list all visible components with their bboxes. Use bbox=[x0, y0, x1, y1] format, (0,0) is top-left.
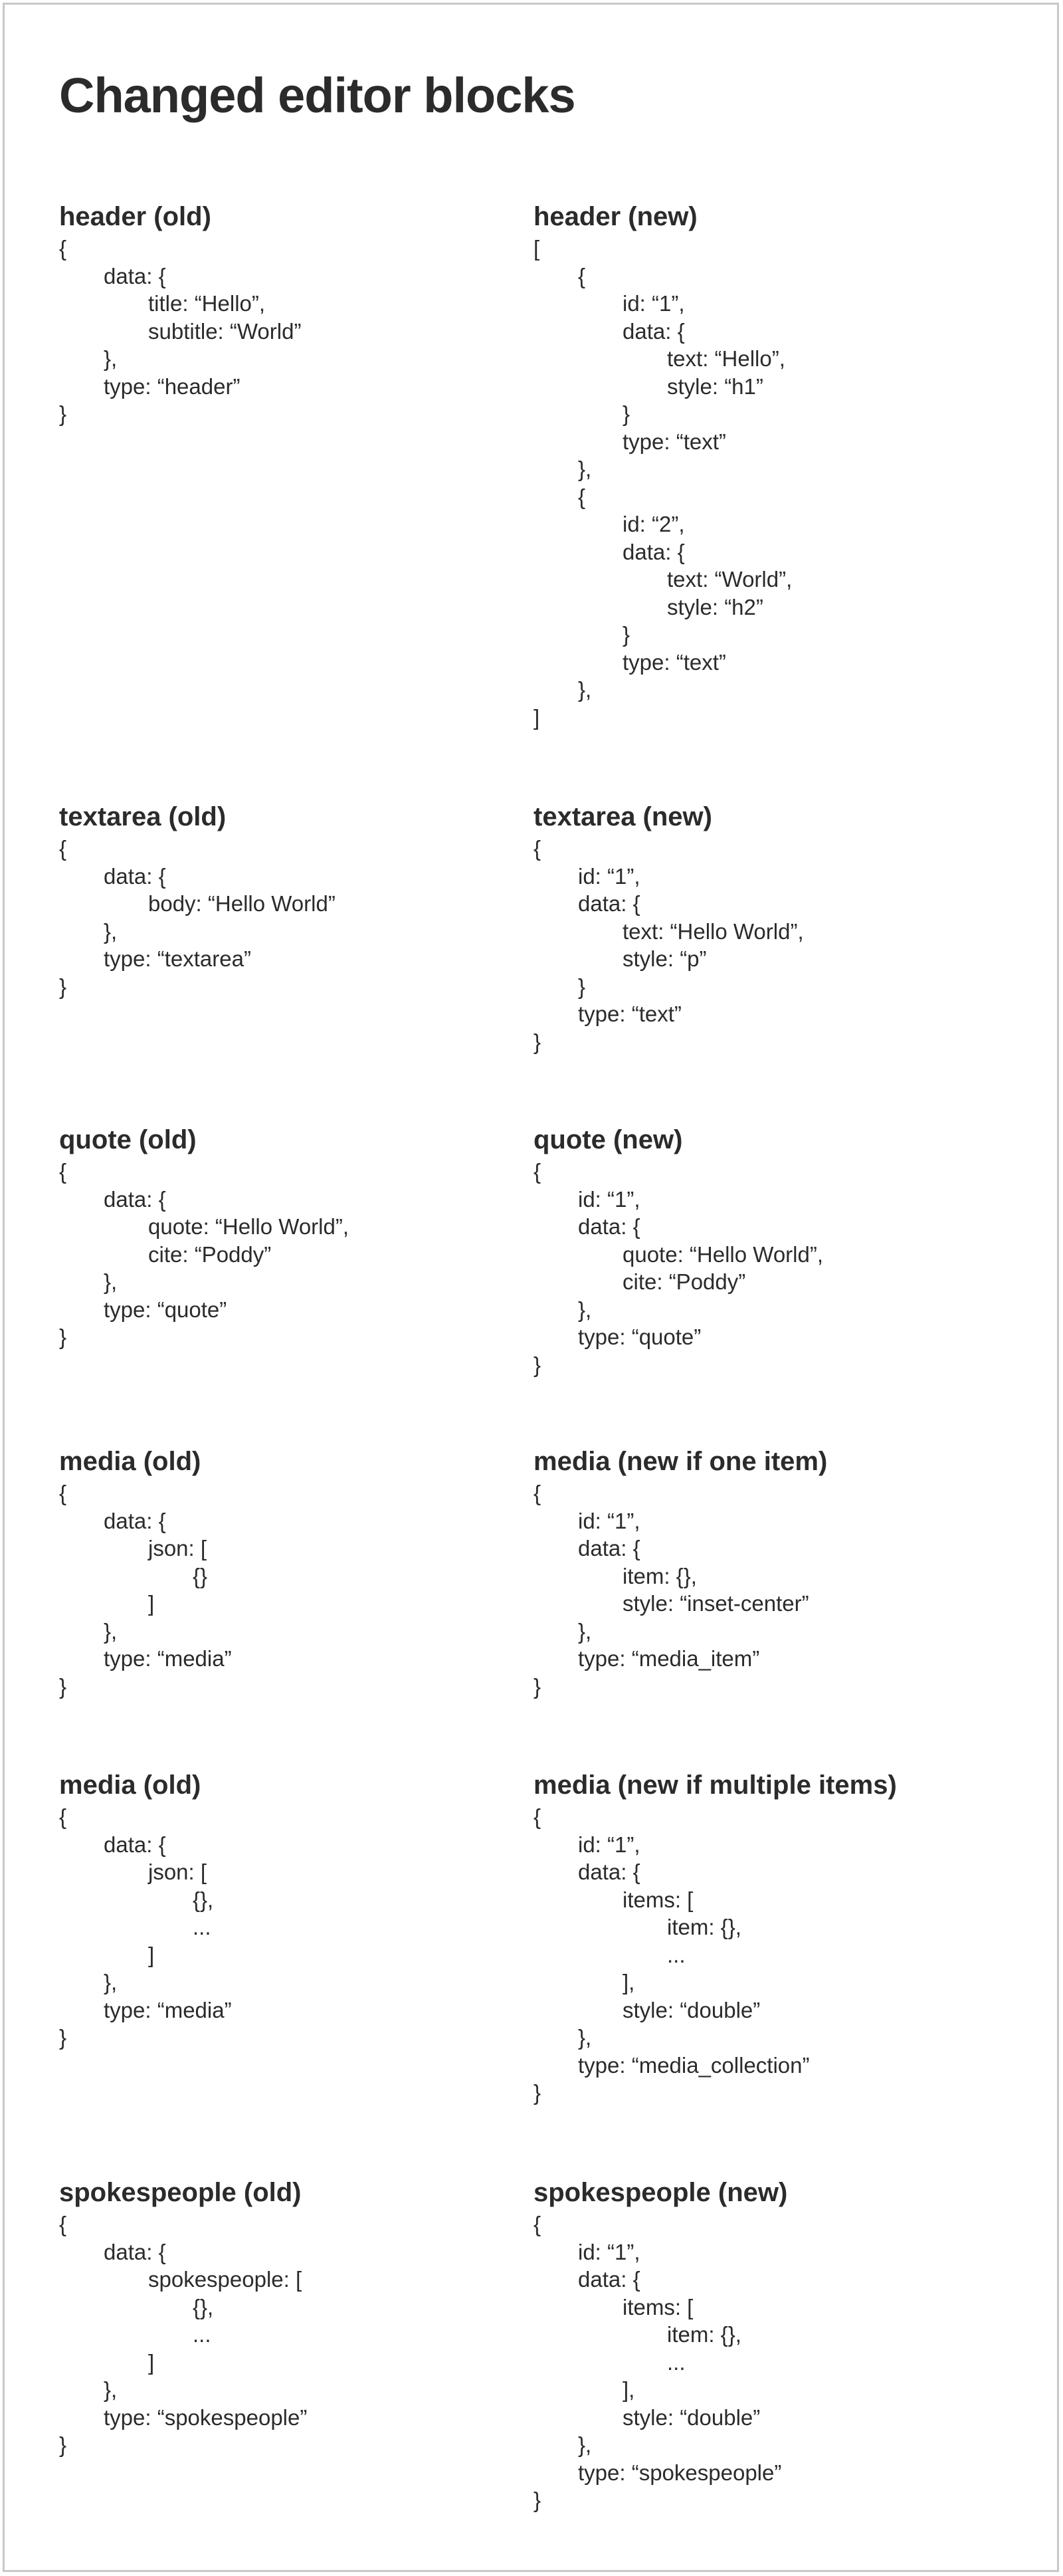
block-textarea-new bbox=[533, 799, 1025, 1055]
code-line: }, bbox=[104, 918, 118, 944]
code-line: ] bbox=[148, 1942, 155, 1967]
code-line: quote: “Hello World”, bbox=[623, 1241, 824, 1267]
code-line: data: { bbox=[104, 863, 166, 889]
block-heading: media (old) bbox=[59, 1447, 201, 1476]
code-line: type: “text” bbox=[578, 1002, 682, 1026]
code-line: } bbox=[533, 1029, 541, 1054]
code-sample bbox=[533, 1158, 1025, 1378]
code-sample bbox=[59, 835, 484, 1000]
code-line: items: [ bbox=[623, 1887, 694, 1912]
code-line: }, bbox=[104, 1970, 118, 1994]
code-line: text: “Hello”, bbox=[667, 346, 785, 371]
block-header-new bbox=[533, 199, 1025, 731]
code-sample bbox=[533, 1479, 1025, 1700]
code-line: } bbox=[623, 622, 630, 647]
code-line: id: “1”, bbox=[578, 2239, 640, 2264]
code-line: data: { bbox=[578, 1214, 640, 1239]
block-media-new-one bbox=[533, 1444, 1025, 1700]
block-spokespeople-old bbox=[59, 2175, 484, 2459]
code-line: cite: “Poddy” bbox=[148, 1241, 272, 1267]
code-sample bbox=[533, 235, 1025, 731]
code-line: {}, bbox=[193, 1887, 214, 1912]
code-line: ... bbox=[667, 2349, 686, 2375]
code-line: }, bbox=[578, 2432, 592, 2457]
block-heading: textarea (new) bbox=[533, 802, 712, 831]
code-line: data: { bbox=[623, 318, 685, 344]
code-line: } bbox=[59, 2025, 67, 2050]
code-line: data: { bbox=[104, 1832, 166, 1857]
code-sample bbox=[59, 1479, 484, 1700]
block-heading: quote (old) bbox=[59, 1125, 197, 1154]
code-line: type: “spokespeople” bbox=[104, 2405, 308, 2430]
code-line: type: “media_collection” bbox=[578, 2052, 810, 2078]
code-line: style: “p” bbox=[623, 946, 707, 971]
code-line: ... bbox=[193, 2322, 211, 2347]
code-line: { bbox=[533, 1159, 541, 1184]
code-line: { bbox=[578, 484, 586, 509]
code-sample bbox=[59, 235, 484, 428]
code-line: style: “double” bbox=[623, 2405, 761, 2430]
code-line: ... bbox=[193, 1915, 211, 1939]
code-line: data: { bbox=[623, 539, 685, 564]
code-line: style: “inset-center” bbox=[623, 1591, 809, 1616]
block-media-new-multiple bbox=[533, 1767, 1025, 2107]
code-line: type: “media_item” bbox=[578, 1646, 760, 1671]
code-line: data: { bbox=[104, 1508, 166, 1533]
code-line: }, bbox=[578, 677, 592, 702]
code-line: type: “media” bbox=[104, 1997, 232, 2022]
code-line: } bbox=[533, 1673, 541, 1699]
code-line: json: [ bbox=[148, 1860, 207, 1884]
code-line: }, bbox=[104, 1618, 118, 1644]
page-title: Changed editor blocks bbox=[59, 68, 575, 123]
code-line: data: { bbox=[104, 2239, 166, 2264]
code-line: { bbox=[533, 1804, 541, 1829]
code-line: ] bbox=[148, 1591, 155, 1616]
block-textarea-old bbox=[59, 799, 484, 1000]
code-line: ... bbox=[667, 1942, 686, 1967]
code-line: { bbox=[578, 263, 586, 288]
block-heading: header (new) bbox=[533, 202, 698, 231]
code-line: { bbox=[59, 1159, 67, 1184]
code-line: data: { bbox=[578, 891, 640, 916]
code-line: } bbox=[578, 974, 586, 999]
code-line: id: “1”, bbox=[578, 1508, 640, 1533]
code-line: ] bbox=[148, 2349, 155, 2375]
code-line: quote: “Hello World”, bbox=[148, 1214, 349, 1239]
code-sample bbox=[533, 1803, 1025, 2107]
code-line: text: “World”, bbox=[667, 567, 793, 591]
code-line: id: “1”, bbox=[578, 1186, 640, 1212]
code-sample bbox=[59, 1158, 484, 1351]
block-heading: spokespeople (old) bbox=[59, 2178, 302, 2207]
code-line: { bbox=[533, 836, 541, 861]
code-line: type: “textarea” bbox=[104, 946, 251, 971]
code-line: spokespeople: [ bbox=[148, 2267, 302, 2292]
code-line: data: { bbox=[578, 1860, 640, 1884]
code-line: ] bbox=[533, 704, 540, 730]
code-line: item: {}, bbox=[623, 1563, 697, 1588]
block-heading: quote (new) bbox=[533, 1125, 683, 1154]
code-line: }, bbox=[578, 457, 592, 481]
code-line: {}, bbox=[193, 2294, 214, 2319]
code-line: id: “2”, bbox=[623, 512, 685, 536]
code-line: type: “text” bbox=[623, 429, 726, 454]
code-line: items: [ bbox=[623, 2294, 694, 2319]
block-media-old-2 bbox=[59, 1767, 484, 2052]
code-line: style: “double” bbox=[623, 1997, 761, 2022]
code-line: } bbox=[59, 2432, 67, 2457]
code-line: title: “Hello”, bbox=[148, 291, 266, 316]
code-line: data: { bbox=[104, 1186, 166, 1212]
code-sample bbox=[533, 835, 1025, 1055]
code-line: item: {}, bbox=[667, 1915, 741, 1939]
code-line: [ bbox=[533, 236, 540, 261]
block-spokespeople-new bbox=[533, 2175, 1025, 2514]
code-line: type: “quote” bbox=[578, 1325, 702, 1349]
block-quote-new bbox=[533, 1122, 1025, 1378]
code-line: } bbox=[59, 1673, 67, 1699]
code-line: data: { bbox=[104, 263, 166, 288]
code-line: json: [ bbox=[148, 1536, 207, 1560]
code-line: }, bbox=[578, 2025, 592, 2050]
code-line: } bbox=[533, 2080, 541, 2105]
code-line: }, bbox=[104, 2377, 118, 2402]
code-line: type: “header” bbox=[104, 374, 241, 399]
code-line: }, bbox=[578, 1618, 592, 1644]
code-line: { bbox=[533, 2212, 541, 2236]
code-line: ], bbox=[623, 2377, 635, 2402]
code-line: } bbox=[59, 1325, 67, 1349]
code-line: body: “Hello World” bbox=[148, 891, 336, 916]
document-page bbox=[3, 3, 1059, 2572]
block-quote-old bbox=[59, 1122, 484, 1351]
block-heading: header (old) bbox=[59, 202, 211, 231]
code-line: { bbox=[59, 1804, 67, 1829]
code-line: }, bbox=[578, 1297, 592, 1322]
code-sample bbox=[59, 1803, 484, 2052]
code-line: { bbox=[533, 1481, 541, 1505]
code-line: } bbox=[59, 401, 67, 426]
code-line: }, bbox=[104, 1269, 118, 1294]
block-header-old bbox=[59, 199, 484, 428]
code-line: data: { bbox=[578, 1536, 640, 1560]
code-line: type: “quote” bbox=[104, 1297, 227, 1322]
code-line: } bbox=[533, 2488, 541, 2512]
code-line: } bbox=[623, 401, 630, 426]
code-line: data: { bbox=[578, 2267, 640, 2292]
code-line: id: “1”, bbox=[623, 291, 685, 316]
code-line: cite: “Poddy” bbox=[623, 1269, 746, 1294]
block-heading: spokespeople (new) bbox=[533, 2178, 788, 2207]
block-heading: media (old) bbox=[59, 1771, 201, 1800]
block-heading: textarea (old) bbox=[59, 802, 227, 831]
code-line: type: “spokespeople” bbox=[578, 2460, 782, 2485]
code-line: } bbox=[59, 974, 67, 999]
code-line: style: “h2” bbox=[667, 594, 763, 619]
code-line: style: “h1” bbox=[667, 374, 763, 399]
code-line: } bbox=[533, 1352, 541, 1377]
code-line: }, bbox=[104, 346, 118, 371]
code-line: type: “text” bbox=[623, 649, 726, 675]
code-line: type: “media” bbox=[104, 1646, 232, 1671]
code-sample bbox=[59, 2210, 484, 2459]
code-line: { bbox=[59, 836, 67, 861]
code-line: { bbox=[59, 236, 67, 261]
code-line: text: “Hello World”, bbox=[623, 918, 804, 944]
block-media-old bbox=[59, 1444, 484, 1700]
code-line: { bbox=[59, 2212, 67, 2236]
block-heading: media (new if multiple items) bbox=[533, 1771, 897, 1800]
code-line: ], bbox=[623, 1970, 635, 1994]
code-line: subtitle: “World” bbox=[148, 318, 302, 344]
code-line: id: “1”, bbox=[578, 1832, 640, 1857]
code-line: { bbox=[59, 1481, 67, 1505]
code-sample bbox=[533, 2210, 1025, 2514]
code-line: item: {}, bbox=[667, 2322, 741, 2347]
code-line: id: “1”, bbox=[578, 863, 640, 889]
code-line: {} bbox=[193, 1563, 208, 1588]
block-heading: media (new if one item) bbox=[533, 1447, 828, 1476]
